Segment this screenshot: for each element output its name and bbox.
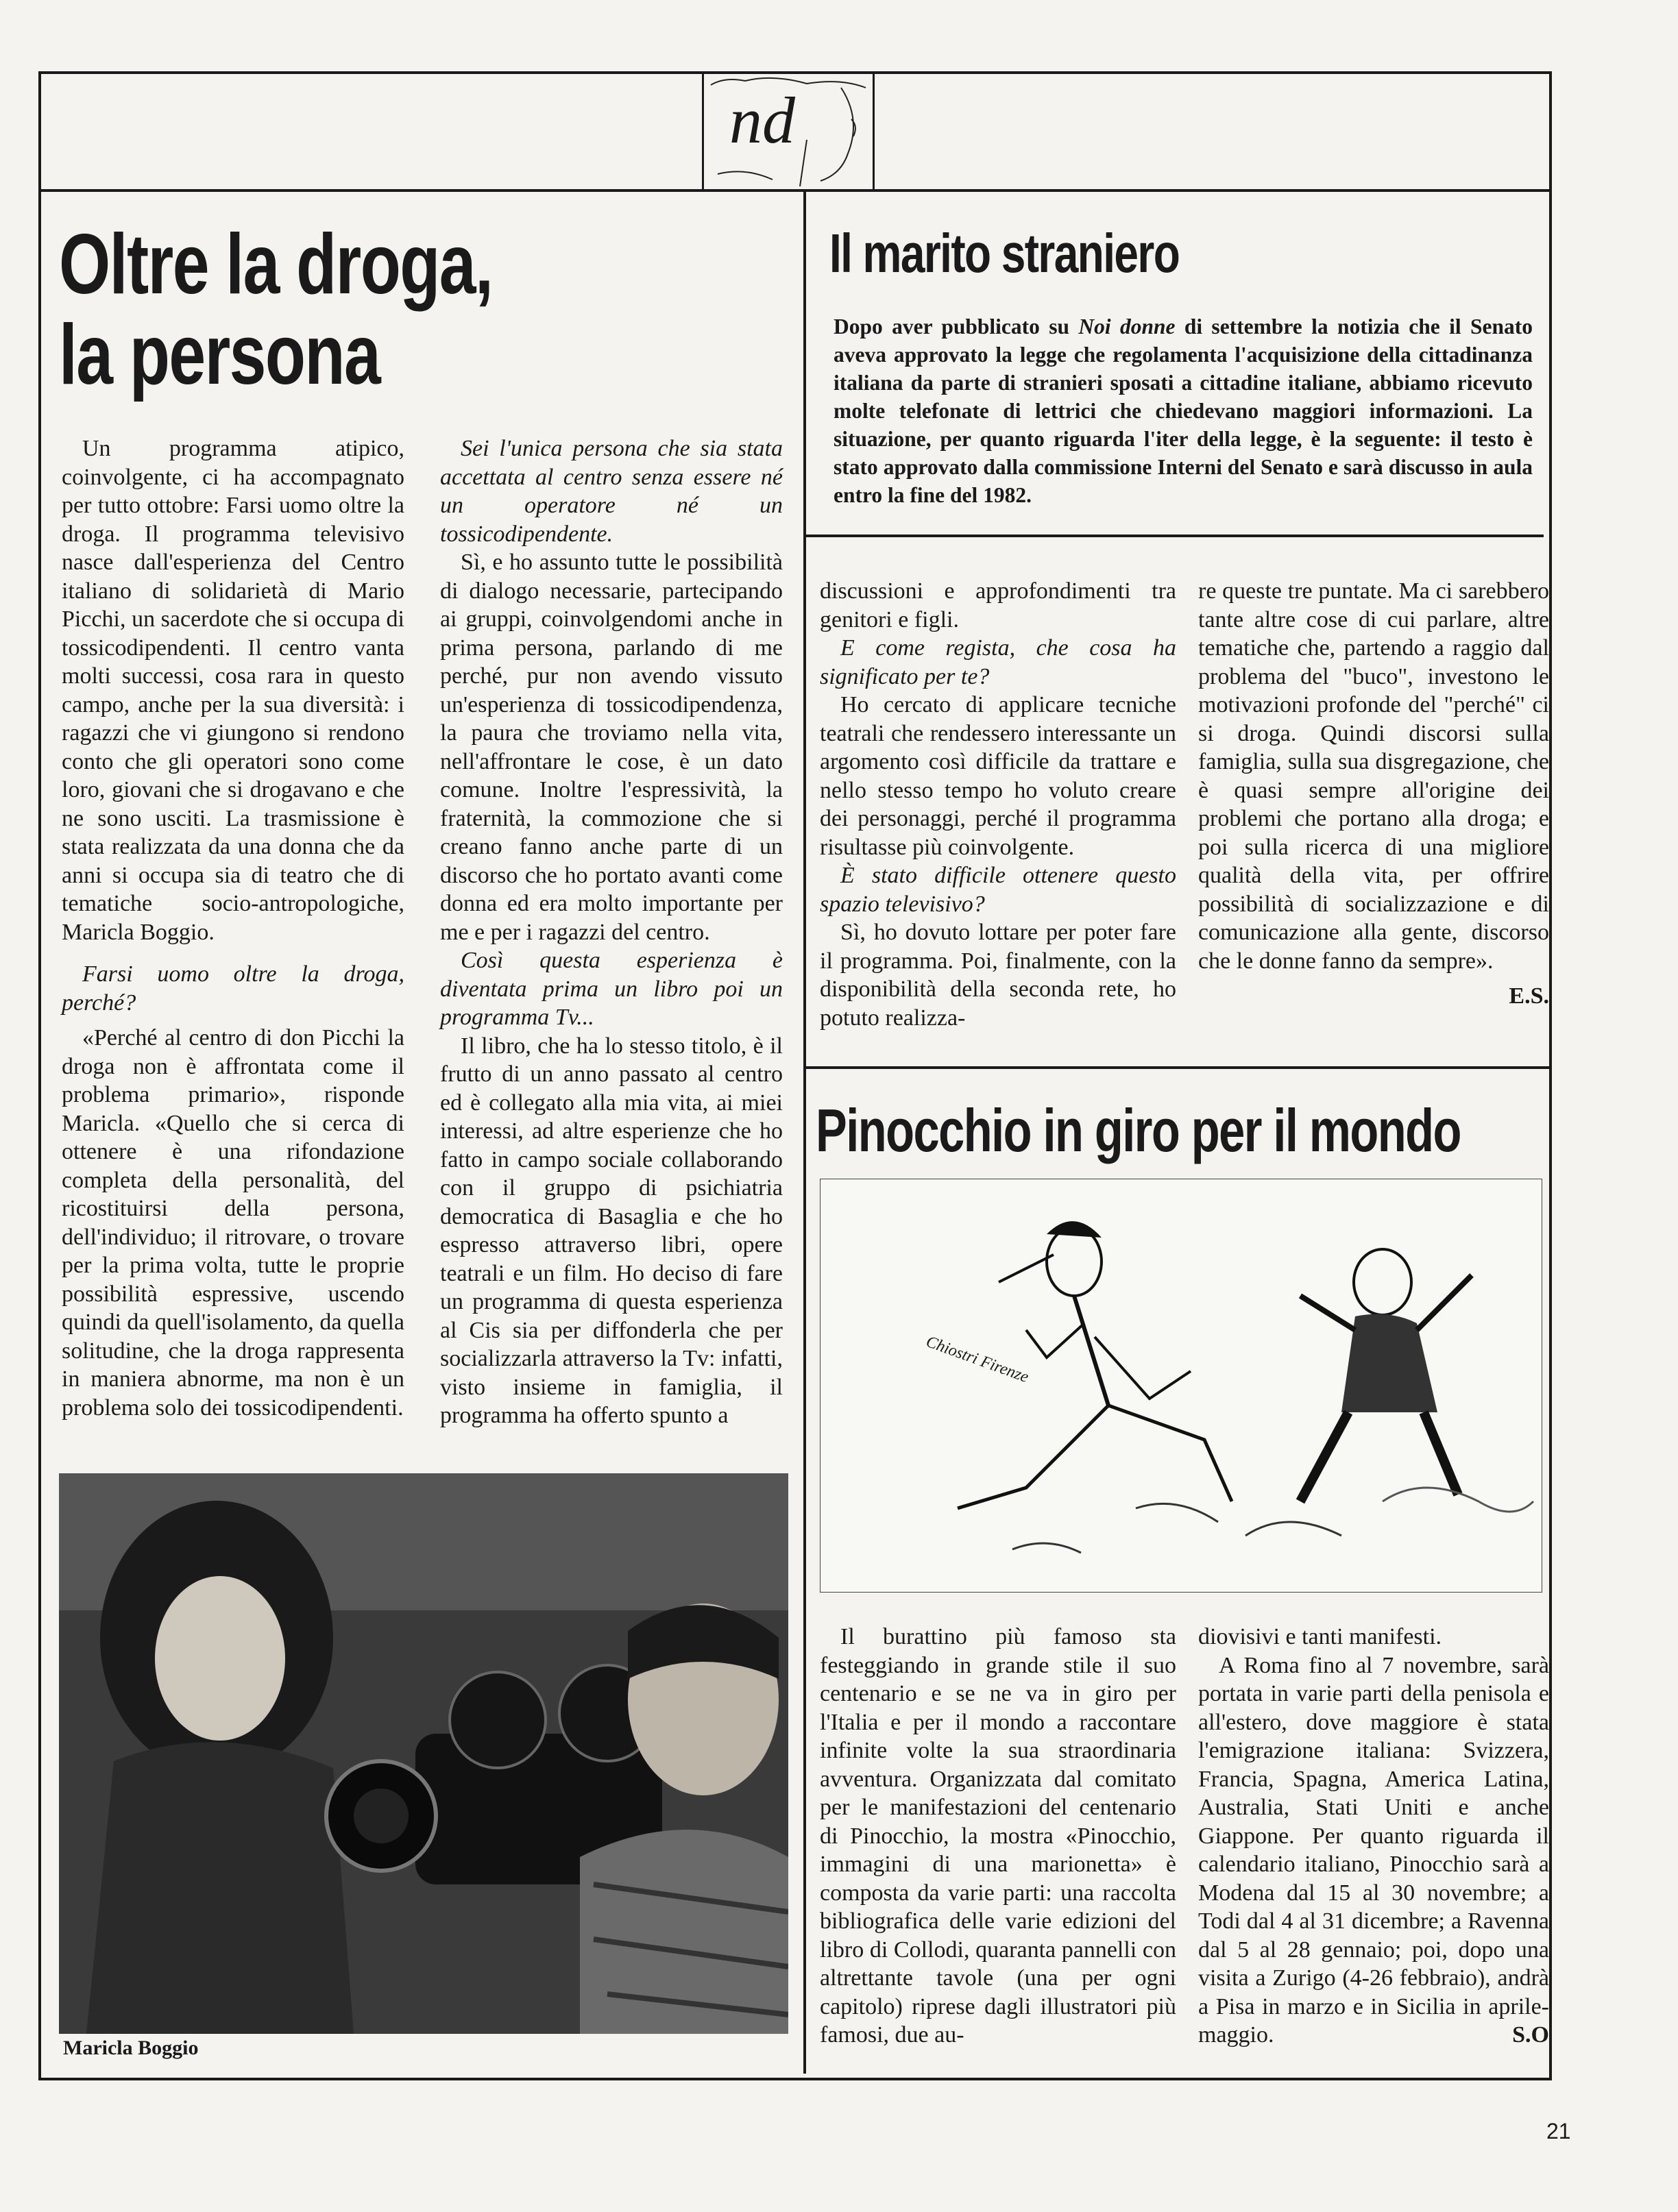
magazine-name: Noi donne (1078, 315, 1176, 339)
paragraph: Sì, ho dovuto lottare per poter fare il programma. Poi, finalmente, con la disponibilità della seconda rete, ho potuto realizza- (820, 920, 1176, 1031)
signature: S.O (1512, 2021, 1549, 2048)
question: Sei l'unica persona che sia stata accettata al centro senza essere né un operatore né un tossicodipendente. (440, 436, 783, 547)
paragraph: A Roma fino al 7 novembre, sarà portata in varie parti della penisola e all'estero, dove maggiore è stata l'emigrazione italiana: Svizzera, Francia, Spagna, America Latina, Australia, Stati Uniti e anche Giappone. Per quanto riguarda il calendario italiano, Pinocchio sarà a Modena dal 15 al 30 novembre; a Todi dal 4 al 31 dicembre; a Ravenna dal 5 al 28 gennaio; poi, dopo una visita a Zurigo (4-26 febbraio), andrà a Pisa in marzo e in Sicilia in aprile-maggio. (1198, 1652, 1549, 2048)
photo-maricla-boggio (59, 1473, 788, 2034)
paragraph: Un programma atipico, coinvolgente, ci ha accompagnato per tutto ottobre: Farsi uomo oltre la droga. Il programma televisivo nasce dall'esperienza del Centro italiano di solidarietà di Mario Picchi, un sacerdote che si occupa di tossicodipendenti. Il centro vanta molti successi, cosa rara in questo campo, anche per la sua diversità: i ragazzi che vi giungono si rendono conto che gli operatori sono come loro, giovani che si drogavano e che ne sono usciti. La trasmissione è stata realizzata da una donna che da anni si occupa sia di teatro che di tematiche socio-antropologiche, Maricla Boggio. (62, 436, 404, 945)
paragraph: Sì, e ho assunto tutte le possibilità di dialogo necessarie, partecipando ai gruppi, coinvolgendomi anche in prima persona, parlando di me perché, pur non avendo vissuto un'esperienza di tossicodipendenza, la paura che troviamo nella vita, nell'affrontare le cose, è un dato comune. Inoltre l'espressività, la fraternità, la commozione che si creano fanno anche parte di un discorso che ho portato avanti come donna ed era molto importante per me e per i ragazzi del centro. (440, 550, 783, 945)
photo-caption: Maricla Boggio (63, 2037, 199, 2059)
question: È stato difficile ottenere questo spazio televisivo? (820, 863, 1176, 917)
marito-headline: Il marito straniero (829, 223, 1180, 284)
main-headline-line2: la persona (59, 308, 380, 402)
column-rule (803, 189, 806, 2074)
question: Farsi uomo oltre la droga, perché? (62, 961, 404, 1016)
intro-text: Dopo aver pubblicato su (834, 315, 1079, 339)
paragraph: Ho cercato di applicare tecniche teatrali che rendessero interessante un argomento così difficile da trattare e nello stesso tempo ho voluto creare dei personaggi, perché il programma risultasse più coinvolgente. (820, 692, 1176, 860)
illustrator-signature: Chiostri Firenze (923, 1332, 1032, 1387)
main-column-3 (820, 577, 1176, 1032)
page-number: 21 (1546, 2119, 1571, 2143)
pinocchio-column-1 (820, 1623, 1176, 2050)
pinocchio-headline: Pinocchio in giro per il mondo (816, 1096, 1461, 1164)
main-column-4 (1198, 577, 1549, 1011)
marito-box-rule (803, 534, 1544, 537)
pinocchio-column-2 (1198, 1623, 1549, 2049)
paragraph: re queste tre puntate. Ma ci sarebbero tante altre cose di cui parlare, altre tematiche che, partendo a raggio dal problema del "buco", investono le motivazioni profonde del "perché" ci si droga. Quindi discorsi sulla famiglia, sulla sua disgregazione, che è quasi sempre all'origine dei problemi che portano alla droga; e poi sulla ricerca di una migliore qualità della vita, per offrire possibilità di socializzazione e di comunicazione alla gente, discorso che le donne fanno da sempre». (1198, 578, 1549, 974)
marito-intro (834, 312, 1533, 509)
signature: E.S. (1509, 983, 1549, 1009)
main-headline (59, 219, 492, 400)
pinocchio-drawing-icon (820, 1179, 1542, 1592)
paragraph: Il burattino più famoso sta festeggiando in grande stile il suo centenario e se ne va in giro per l'Italia e per il mondo a raccontare infinite volte la sua straordinaria avventura. Organizzata dal comitato per le manifestazioni del centenario di Pinocchio, la mostra «Pinocchio, immagini di una marionetta» è composta da varie parti: una raccolta bibliografica delle varie edizioni del libro di Collodi, quaranta pannelli con altrettante tavole (una per ogni capitolo) riprese dagli illustratori più famosi, due au- (820, 1624, 1176, 2048)
intro-text: di settembre la notizia che il Senato aveva approvato la legge che regolamenta l'acquisizione della cittadinanza italiana da parte di stranieri sposati a cittadine italiane, abbiamo ricevuto molte telefonate di lettrici che chiedevano maggiori informazioni. La situazione, per quanto riguarda l'iter della legge, è la seguente: il testo è stato approvato dalla commissione Interni del Senato e sarà discusso in aula entro la fine del 1982. (834, 315, 1533, 507)
header-rule (38, 189, 1552, 192)
question: Così questa esperienza è diventata prima un libro poi un programma Tv... (440, 948, 783, 1030)
paragraph: «Perché al centro di don Picchi la droga non è affrontata come il problema primario», risponde Maricla. «Quello che si cerca di ottenere è una rifondazione completa della personalità, del ricostituirsi della persona, dell'individuo; il ritrovare, o trovare per la prima volta, tutte le proprie possibilità espressive, uscendo quindi da quell'isolamento, da quella solitudine, che la droga rappresenta in maniera abnorme, ma non è un problema solo dei tossicodipendenti. (62, 1025, 404, 1421)
pinocchio-illustration (820, 1179, 1542, 1593)
pinocchio-top-rule (803, 1066, 1552, 1069)
paragraph: discussioni e approfondimenti tra genitori e figli. (820, 578, 1176, 632)
main-column-1 (62, 434, 404, 1422)
main-headline-line1: Oltre la droga, (59, 217, 493, 312)
magazine-logo: nd (729, 84, 795, 157)
main-column-2 (440, 434, 783, 1430)
question: E come regista, che cosa ha significato per te? (820, 635, 1176, 689)
camera-photo-icon (59, 1473, 788, 2034)
paragraph: diovisivi e tanti manifesti. (1198, 1624, 1442, 1649)
paragraph: Il libro, che ha lo stesso titolo, è il frutto di un anno passato al centro ed è collegato alla mia vita, ai miei interessi, ad altre esperienze che ho fatto in campo sociale collaborando con il gruppo di psichiatria democratica di Basaglia e che ho espresso attraverso libri, opere teatrali e un film. Ho deciso di fare un programma di questa esperienza al Cis sia per diffonderla che per socializzarla attraverso la Tv: infatti, visto insieme in famiglia, il programma ha offerto spunto a (440, 1033, 783, 1428)
